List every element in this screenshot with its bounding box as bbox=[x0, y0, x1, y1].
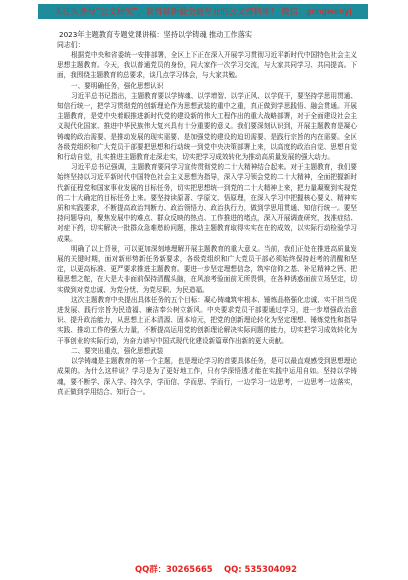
paragraph: 根据党中央和省委统一安排部署，全区上下正在深入开展学习贯彻习近平新时代中国特色社会主义思想主题教育。今天，我以普通党员的身份，同大家作一次学习交流，与大家共同学习、共同提高。下面，我围绕主题教育的总要求，谈几点学习体会，与大家共勉。 bbox=[57, 51, 357, 80]
paragraph: 以学铸魂是主题教育的第一个主题，也是理论学习的首要具体任务，是可以最直观感受到思想理论成果的。为什么这样说？学习是为了更好地工作，只有学深悟透才能在实践中运用自如。坚持以学铸魂，要不断学、深入学、持久学，学而信、学而思、学而行，一边学习一边思考，一边思考一边落实，真正做到学用结合、知行合一。 bbox=[57, 357, 357, 396]
paragraph: 这次主题教育中央提出具体任务的五个目标：凝心铸魂筑牢根本、锤炼品格强化忠诚、实干担当促进发展、践行宗旨为民造福、廉洁奉公树立新风。中央要求党员干部要通过学习，进一步增强政治意识、提升政治能力，从思想上正本清源、固本培元，把党的创新理论转化为坚定理想、锤炼党性和指导实践、推动工作的强大力量，不断提高运用党的创新理论解决实际问题的能力，切实把学习成效转化为干事创业的实际行动，为奋力谱写中国式现代化建设新篇章作出新的更大贡献。 bbox=[57, 295, 357, 345]
document-title: 2023年主题教育专题党课讲稿：坚持以学铸魂 推动工作落实 bbox=[59, 30, 253, 39]
paragraph: 习近平总书记强调，主题教育要同学习宣传贯彻党的二十大精神结合起来。对于主题教育，我们要始终坚持以习近平新时代中国特色社会主义思想为指导，深入学习领会党的二十大精神，全面把握新时代新征程党和国家事业发展的目标任务，切实把思想统一到党的二十大精神上来，把力量凝聚到实现党的二十大确定的目标任务上来。要坚持读原著、学原文、悟原理，在深入学习中把握核心要义、精神实质和实践要求，不断提高政治判断力、政治领悟力、政治执行力，做到学思用贯通、知信行统一。要坚持问题导向，聚焦发展中的难点、群众反映的热点、工作推进的堵点，深入开展调查研究，找准症结、对症下药，切实解决一批群众急难愁盼问题，推动主题教育取得实实在在的成效，以实际行动检验学习成果。 bbox=[57, 163, 357, 243]
paragraph: 明确了以上背景，可以更加深刻地理解开展主题教育的重大意义。当前，我们正处在推进高质量发展的关键时期，面对新形势新任务新要求，各级党组织和广大党员干部必须始终保持赶考的清醒和坚定，以更高标准、更严要求推进主题教育。要进一步坚定理想信念，筑牢信仰之基、补足精神之钙、把稳思想之舵，在大是大非面前保持清醒头脑，在风浪考验面前无所畏惧，在各种诱惑面前立场坚定，切实做到对党忠诚、为党分忧、为党尽职、为民造福。 bbox=[57, 244, 357, 294]
qq-contact-label: QQ: 535304092 bbox=[224, 564, 297, 574]
header-bar bbox=[0, 0, 408, 22]
section-heading: 一、要明确任务，强化思想认识 bbox=[71, 81, 164, 90]
greeting: 同志们： bbox=[57, 41, 85, 49]
paragraph: 习近平总书记指出，主题教育要以学铸魂、以学增智、以学正风、以学促干，要坚持学思用贯通、知信行统一，把学习贯彻党的创新理论作为思想武装的重中之重，真正做到学思践悟、融会贯通。开展主题教育，是党中央着眼推进新时代党的建设新的伟大工程作出的重大战略部署，对于全面建设社会主义现代化国家、推进中华民族伟大复兴具有十分重要的意义。我们要深刻认识到，开展主题教育是凝心铸魂的政治需要、是推动发展的现实需要、是加强党的建设的迫切需要、是践行宗旨的内在需要。全区各级党组织和广大党员干部要把思想和行动统一到党中央决策部署上来，以高度的政治自觉、思想自觉和行动自觉，扎实推进主题教育走深走实，切实把学习成效转化为推动高质量发展的强大动力。 bbox=[57, 91, 357, 162]
section-heading: 二、要突出重点，强化思想武装 bbox=[71, 346, 164, 355]
promo-banner-text: 关注头条号“公文研究”，获得最新最全最专业的公文资料库！ 微信：gongwenyj bbox=[54, 6, 352, 16]
footer-bar bbox=[0, 558, 408, 580]
qq-group-label: QQ群：30265665 bbox=[135, 564, 213, 574]
promo-banner[interactable] bbox=[38, 4, 368, 19]
document-body bbox=[57, 29, 357, 397]
